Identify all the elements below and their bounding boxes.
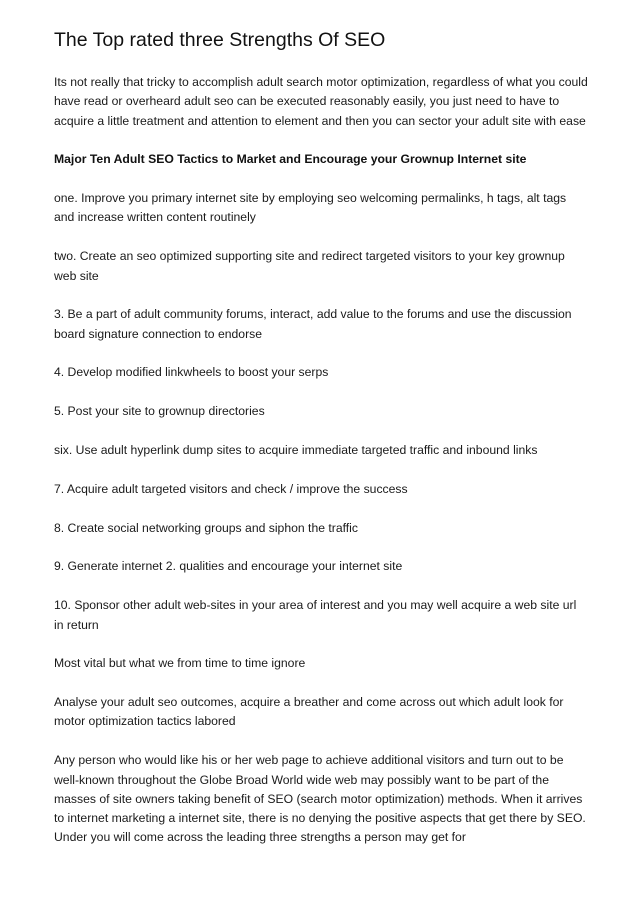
document-title: The Top rated three Strengths Of SEO [54,29,386,51]
tactics-subheading: Major Ten Adult SEO Tactics to Market and Encourage your Grownup Internet site [54,152,527,167]
analyse-paragraph: Analyse your adult seo outcomes, acquire a breather and come across out which adult look for motor optimization tactics labored [54,695,564,729]
intro-paragraph: Its not really that tricky to accomplish adult search motor optimization, regardless of what you could have read or overheard adult seo can be executed reasonably easily, you just need to have to acquire a little treatment and attention to element and then you can sector your adult site with ease [54,75,588,128]
tactic-item: 4. Develop modified linkwheels to boost your serps [54,365,329,380]
document-page [54,28,588,867]
tactic-item: two. Create an seo optimized supporting site and redirect targeted visitors to your key grownup web site [54,249,565,283]
vital-note-paragraph: Most vital but what we from time to time ignore [54,656,306,671]
tactic-item: 3. Be a part of adult community forums, interact, add value to the forums and use the discussion board signature connection to endorse [54,307,572,341]
closing-paragraph: Any person who would like his or her web page to achieve additional visitors and turn out to be well-known throughout the Globe Broad World wide web may possibly want to be part of the masses of site owners taking benefit of SEO (search motor optimization) methods. When it arrives to internet marketing a internet site, there is no denying the positive aspects that get there by SEO. Under you will come across the leading three strengths a person may get for [54,753,586,845]
tactic-item: 7. Acquire adult targeted visitors and check / improve the success [54,481,408,496]
tactic-item: 8. Create social networking groups and siphon the traffic [54,520,358,535]
tactic-item: 10. Sponsor other adult web-sites in your area of interest and you may well acquire a web site url in return [54,598,577,632]
tactic-item: one. Improve you primary internet site by employing seo welcoming permalinks, h tags, alt tags and increase written content routinely [54,191,567,225]
tactic-item: 5. Post your site to grownup directories [54,404,265,419]
tactic-item: six. Use adult hyperlink dump sites to acquire immediate targeted traffic and inbound links [54,443,538,458]
tactic-item: 9. Generate internet 2. qualities and encourage your internet site [54,559,403,574]
